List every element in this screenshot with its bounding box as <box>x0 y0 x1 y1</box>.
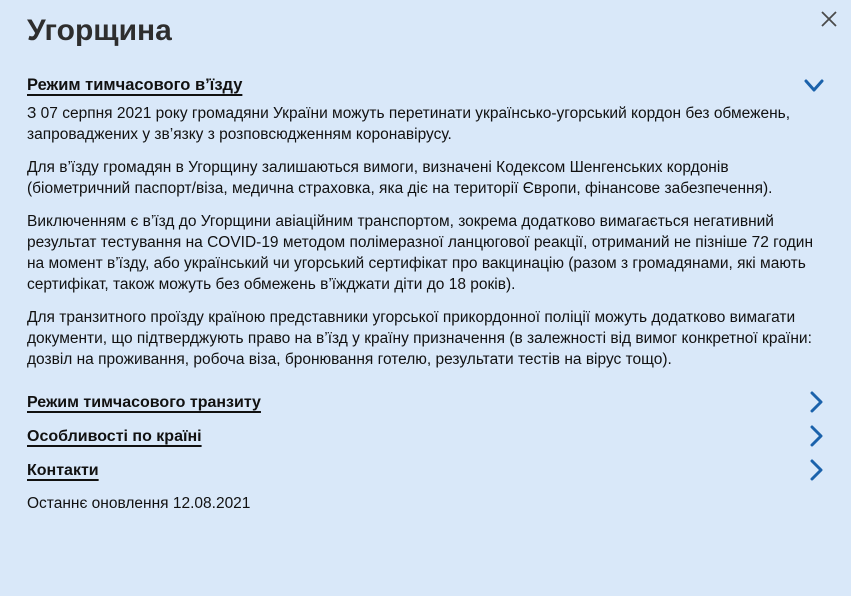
accordion-header-contacts[interactable] <box>27 453 824 487</box>
accordion-list <box>27 385 824 487</box>
accordion-header-entry-regime[interactable] <box>27 75 824 96</box>
section-body <box>27 103 824 370</box>
paragraph: З 07 серпня 2021 року громадяни України можуть перетинати українсько-угорський кордон без обмежень, запроваджених у зв’язку з розповсюдженням коронавірусу. <box>27 105 791 143</box>
close-icon <box>820 10 838 28</box>
chevron-right-icon <box>810 459 824 481</box>
accordion-header-transit-regime[interactable] <box>27 385 824 419</box>
close-button[interactable] <box>816 6 842 32</box>
section-entry-regime <box>27 75 824 370</box>
chevron-down-icon <box>804 79 824 93</box>
accordion-header-country-specifics[interactable] <box>27 419 824 453</box>
paragraph: Для в’їзду громадян в Угорщину залишаються вимоги, визначені Кодексом Шенгенських кордонів (біометричний паспорт/віза, медична страховка, яка діє на території Європи, фінансове забезпечення). <box>27 159 773 197</box>
page-title: Угорщина <box>27 14 172 47</box>
paragraph: Виключенням є в’їзд до Угорщини авіаційним транспортом, зокрема додатково вимагається негативний результат тестування на COVID-19 методом полімеразної ланцюгової реакції, отриманий не пізніше 72 годин на момент в’їзду, або український чи угорський сертифікат про вакцинацію (разом з громадянами, які мають сертифікат, також можуть без обмежень в’їжджати діти до 18 років). <box>27 213 814 293</box>
chevron-right-icon <box>810 391 824 413</box>
chevron-right-icon <box>810 425 824 447</box>
last-updated-text: Останнє оновлення 12.08.2021 <box>27 495 251 512</box>
accordion-label: Режим тимчасового транзиту <box>27 393 261 411</box>
accordion-label: Особливості по країні <box>27 427 202 445</box>
paragraph: Для транзитного проїзду країною представники угорської прикордонної поліції можуть додатково вимагати документи, що підтверджують право на в’їзд у країну призначення (в залежності від вимог конкретної країни: дозвіл на проживання, робоча віза, бронювання готелю, результати тестів на вірус тощо). <box>27 309 812 368</box>
section-heading: Режим тимчасового в’їзду <box>27 76 243 94</box>
accordion-label: Контакти <box>27 461 99 479</box>
